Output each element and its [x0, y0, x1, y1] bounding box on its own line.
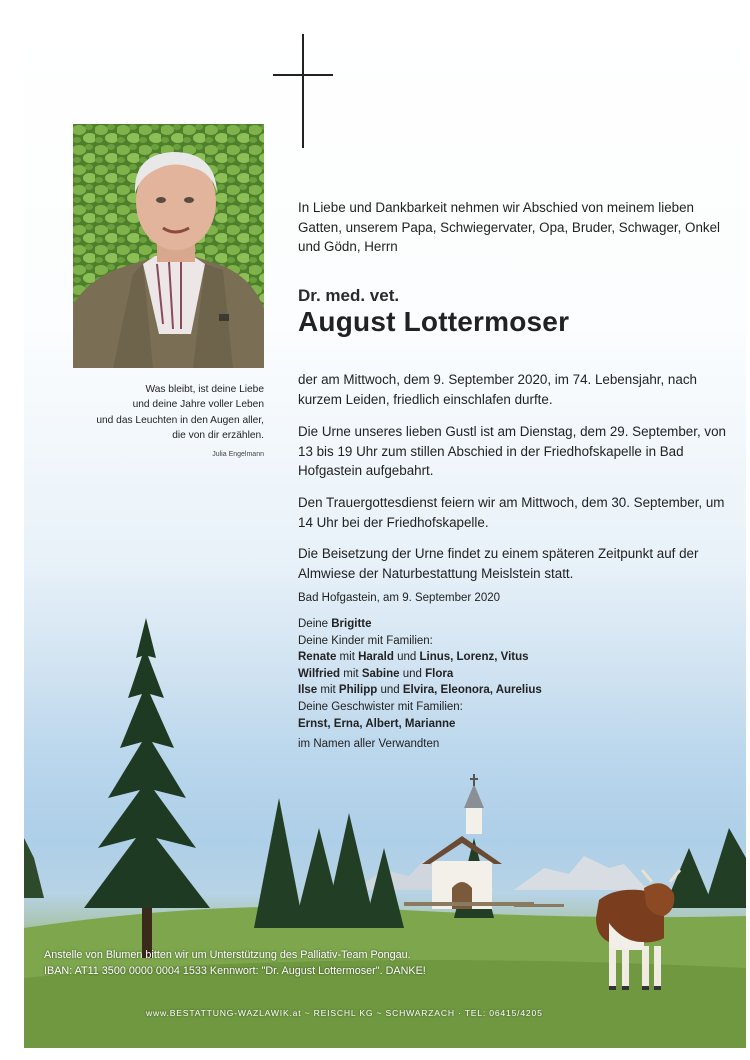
survivor-name: Sabine: [361, 667, 400, 680]
survivors-list: [298, 616, 738, 753]
quote-author: Julia Engelmann: [212, 450, 264, 458]
connector-text: und: [399, 667, 426, 680]
survivor-prefix: Deine: [298, 618, 332, 630]
burial-paragraph: Die Beisetzung der Urne findet zu einem späteren Zeitpunkt auf der Almwiese der Naturbestattung Meislstein statt.: [298, 546, 699, 581]
donation-bank-line: IBAN: AT11 3500 0000 0004 1533 Kennwort: "Dr. August Lottermoser". DANKE!: [44, 965, 426, 977]
survivor-name: Ilse: [298, 684, 318, 697]
quote-line: und das Leuchten in den Augen aller,: [96, 414, 264, 426]
funeral-home-footer: www.BESTATTUNG-WAZLAWIK.at ~ REISCHL KG ~ SCHWARZACH · TEL: 06415/4205: [146, 1008, 543, 1018]
obituary-card: [24, 18, 746, 1048]
place-date: Bad Hofgastein, am 9. September 2020: [298, 592, 501, 604]
survivor-name: Elvira, Eleonora, Aurelius: [402, 684, 542, 697]
survivor-name: Flora: [425, 667, 454, 680]
children-header: Deine Kinder mit Familien:: [298, 634, 433, 647]
deceased-name: August Lottermoser: [298, 306, 570, 337]
survivor-name: Harald: [358, 651, 394, 664]
connector-text: mit: [336, 651, 359, 664]
donation-line: Anstelle von Blumen bitten wir um Unterstützung des Palliativ-Team Pongau.: [44, 949, 411, 961]
viewing-paragraph: Die Urne unseres lieben Gustl ist am Dienstag, dem 29. September, von 13 bis 19 Uhr zum stillen Abschied in der Friedhofskapelle in Bad Hofgastein aufgebahrt.: [298, 424, 726, 479]
child-family: [298, 666, 738, 683]
portrait-photo: [73, 124, 264, 368]
survivor-name: Renate: [298, 651, 337, 664]
relatives-line: im Namen aller Verwandten: [298, 738, 440, 751]
quote-line: die von dir erzählen.: [172, 430, 264, 442]
death-notice-paragraph: der am Mittwoch, dem 9. September 2020, im 74. Lebensjahr, nach kurzem Leiden, friedlich einschlafen durfte.: [298, 372, 697, 407]
quote-line: Was bleibt, ist deine Liebe: [145, 384, 264, 395]
cross-icon-bar: [273, 74, 333, 76]
connector-text: und: [393, 651, 420, 664]
service-paragraph: Den Trauergottesdienst feiern wir am Mittwoch, dem 30. September, um 14 Uhr bei der Friedhofskapelle.: [298, 495, 725, 530]
child-family: [298, 682, 738, 699]
survivor-name: Philipp: [338, 684, 378, 697]
survivor-name: Wilfried: [298, 667, 341, 680]
quote-line: und deine Jahre voller Leben: [132, 399, 264, 411]
survivor-name: Linus, Lorenz, Vitus: [419, 651, 529, 664]
intro-text: In Liebe und Dankbarkeit nehmen wir Abschied von meinem lieben Gatten, unserem Papa, Schwiegervater, Opa, Bruder, Schwager, Onkel und Gödn, Herrn: [298, 200, 721, 255]
survivor-name: Brigitte: [331, 618, 372, 630]
cross-icon: [302, 34, 304, 148]
connector-text: mit: [340, 667, 362, 680]
siblings-header: Deine Geschwister mit Familien:: [298, 700, 463, 713]
child-family: [298, 649, 738, 666]
siblings-names: Ernst, Erna, Albert, Marianne: [298, 717, 456, 730]
survivor-wife: [298, 616, 738, 633]
connector-text: mit: [317, 684, 339, 697]
deceased-title: Dr. med. vet.: [298, 286, 400, 305]
memorial-quote: [64, 382, 264, 459]
connector-text: und: [377, 684, 403, 697]
donation-note: [44, 947, 426, 979]
